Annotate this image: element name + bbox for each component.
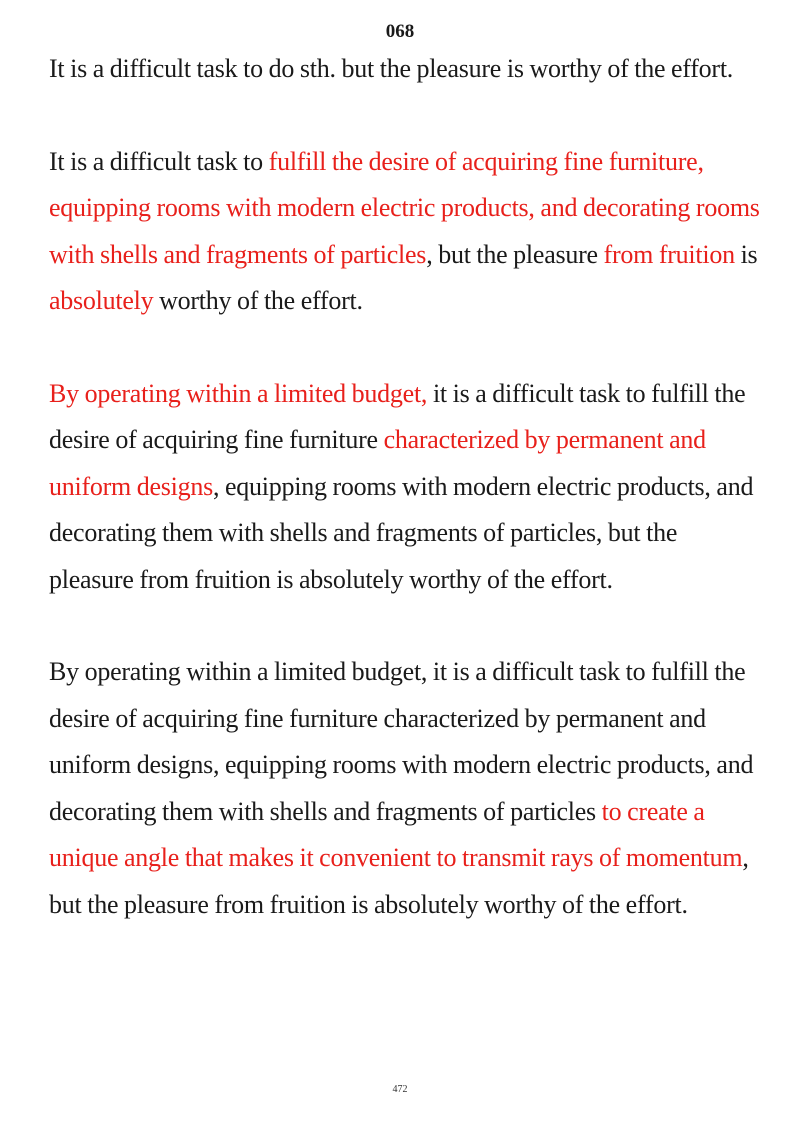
text-segment: is	[734, 239, 758, 269]
text-segment: It is a difficult task to	[49, 146, 269, 176]
text-segment: By operating within a limited budget, it is a difficult task to fulfill the desire of acquiring fine furniture characterized by permanent and uniform designs, equipping rooms with modern electric products, and decorating them with shells and fragments of particles	[49, 657, 754, 826]
highlighted-segment: characterized by permanent and uniform designs	[49, 425, 706, 501]
paragraph-1	[49, 46, 761, 93]
page-number: 068	[385, 21, 415, 42]
highlighted-segment: By operating within a limited budget,	[49, 378, 428, 408]
paragraph-2	[49, 139, 761, 325]
highlighted-segment: to create a unique angle that makes it convenient to transmit rays of momentum	[49, 796, 743, 872]
highlighted-segment: from fruition	[603, 239, 735, 269]
text-segment: worthy of the effort.	[153, 286, 363, 315]
document-body	[49, 46, 761, 928]
text-segment: , but the pleasure	[426, 239, 604, 269]
paragraph-4	[49, 649, 761, 928]
text-segment: , equipping rooms with modern electric products, and decorating them with shells and fragments of particles, but the pleasure from fruition is absolutely worthy of the effort.	[49, 471, 754, 594]
text-segment: It is a difficult task to do sth. but the pleasure is worthy of the effort.	[49, 54, 734, 83]
highlighted-segment: fulfill the desire of acquiring fine furniture, equipping rooms with modern electric products, and decorating rooms with shells and fragments of particles	[49, 146, 760, 269]
text-segment: , but the pleasure from fruition is absolutely worthy of the effort.	[49, 843, 749, 919]
highlighted-segment: absolutely	[49, 286, 154, 315]
paragraph-3	[49, 371, 761, 604]
footer-page-number: 472	[392, 1084, 408, 1095]
text-segment: it is a difficult task to fulfill the desire of acquiring fine furniture	[49, 378, 746, 454]
